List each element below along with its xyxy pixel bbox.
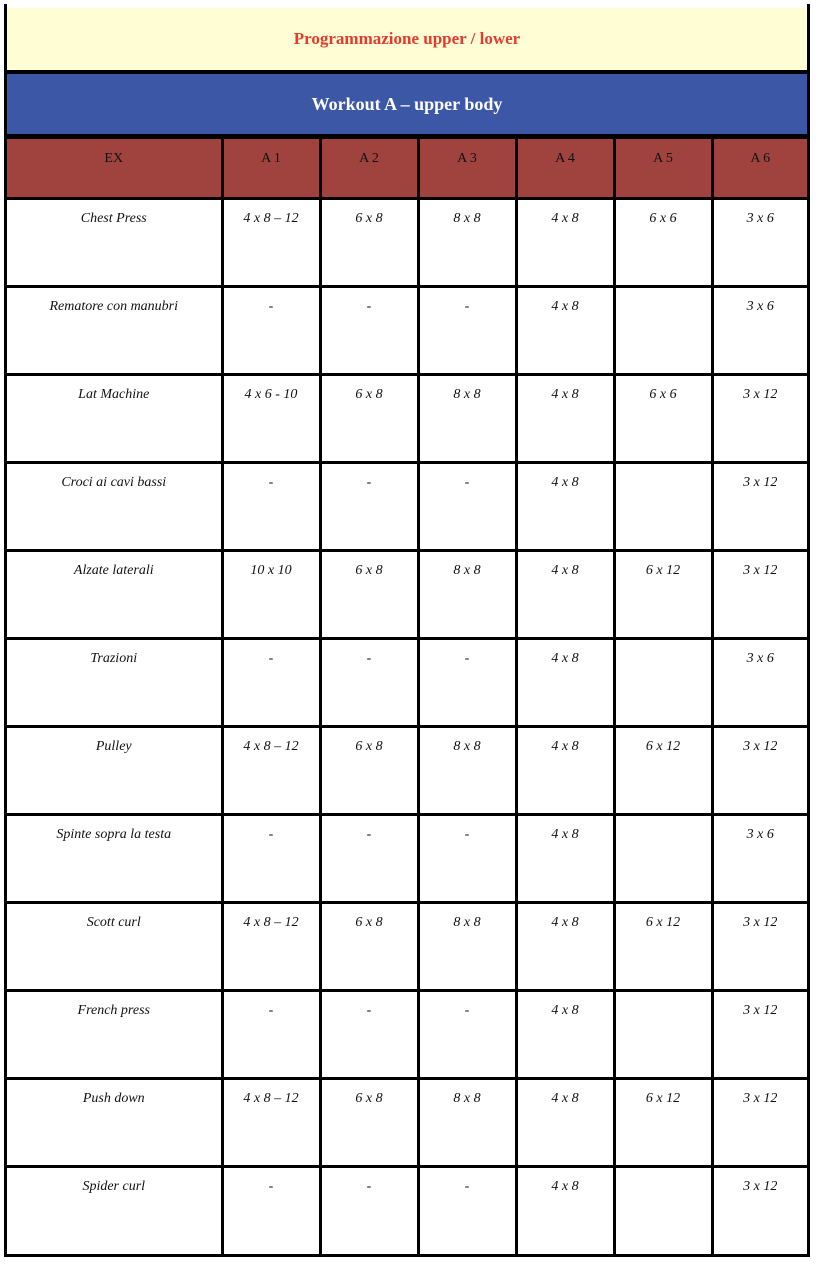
cell-a6: 3 x 6 [712, 814, 807, 902]
cell-a6: 3 x 12 [712, 990, 807, 1078]
cell-a1: - [222, 462, 320, 550]
cell-a4: 4 x 8 [516, 374, 614, 462]
cell-a5: 6 x 12 [614, 1078, 712, 1166]
table-row [7, 374, 807, 462]
cell-a4: 4 x 8 [516, 1166, 614, 1254]
cell-a2: - [320, 462, 418, 550]
cell-a5 [614, 286, 712, 374]
cell-a5 [614, 638, 712, 726]
cell-a2: - [320, 990, 418, 1078]
cell-a3: 8 x 8 [418, 374, 516, 462]
exercise-name: Trazioni [7, 638, 222, 726]
table-row [7, 990, 807, 1078]
cell-a4: 4 x 8 [516, 814, 614, 902]
column-header-a5: A 5 [614, 139, 712, 198]
workout-title: Workout A – upper body [7, 74, 807, 134]
cell-a4: 4 x 8 [516, 902, 614, 990]
cell-a6: 3 x 6 [712, 198, 807, 286]
table-row [7, 902, 807, 990]
exercise-name: Chest Press [7, 198, 222, 286]
cell-a6: 3 x 12 [712, 902, 807, 990]
table-row [7, 638, 807, 726]
cell-a3: 8 x 8 [418, 550, 516, 638]
cell-a3: - [418, 1166, 516, 1254]
cell-a4: 4 x 8 [516, 726, 614, 814]
cell-a4: 4 x 8 [516, 990, 614, 1078]
cell-a2: 6 x 8 [320, 1078, 418, 1166]
cell-a3: - [418, 990, 516, 1078]
cell-a1: - [222, 286, 320, 374]
cell-a6: 3 x 12 [712, 374, 807, 462]
cell-a3: 8 x 8 [418, 198, 516, 286]
cell-a6: 3 x 6 [712, 286, 807, 374]
cell-a6: 3 x 12 [712, 1078, 807, 1166]
column-header-a6: A 6 [712, 139, 807, 198]
cell-a4: 4 x 8 [516, 1078, 614, 1166]
cell-a1: 4 x 8 – 12 [222, 198, 320, 286]
cell-a2: - [320, 1166, 418, 1254]
table-row [7, 198, 807, 286]
cell-a1: 10 x 10 [222, 550, 320, 638]
exercise-name: Lat Machine [7, 374, 222, 462]
cell-a1: 4 x 8 – 12 [222, 1078, 320, 1166]
cell-a1: - [222, 638, 320, 726]
exercise-name: Spinte sopra la testa [7, 814, 222, 902]
table-row [7, 462, 807, 550]
cell-a4: 4 x 8 [516, 638, 614, 726]
cell-a1: - [222, 990, 320, 1078]
column-header-a3: A 3 [418, 139, 516, 198]
column-header-a2: A 2 [320, 139, 418, 198]
column-header-a4: A 4 [516, 139, 614, 198]
table-header-row [7, 139, 807, 198]
cell-a1: - [222, 1166, 320, 1254]
exercise-name: Push down [7, 1078, 222, 1166]
cell-a6: 3 x 12 [712, 550, 807, 638]
cell-a1: 4 x 6 - 10 [222, 374, 320, 462]
column-header-a1: A 1 [222, 139, 320, 198]
exercise-name: Pulley [7, 726, 222, 814]
exercise-name: Alzate laterali [7, 550, 222, 638]
cell-a3: - [418, 286, 516, 374]
exercise-name: French press [7, 990, 222, 1078]
cell-a6: 3 x 12 [712, 462, 807, 550]
cell-a2: - [320, 638, 418, 726]
table-row [7, 1078, 807, 1166]
cell-a2: - [320, 286, 418, 374]
cell-a6: 3 x 12 [712, 726, 807, 814]
exercise-name: Croci ai cavi bassi [7, 462, 222, 550]
table-body [7, 198, 807, 1254]
cell-a2: 6 x 8 [320, 198, 418, 286]
table-row [7, 1166, 807, 1254]
schedule-table [7, 139, 807, 1254]
cell-a5 [614, 1166, 712, 1254]
cell-a3: 8 x 8 [418, 1078, 516, 1166]
cell-a5: 6 x 12 [614, 902, 712, 990]
cell-a5 [614, 462, 712, 550]
program-title: Programmazione upper / lower [7, 8, 807, 70]
cell-a5: 6 x 6 [614, 374, 712, 462]
cell-a3: - [418, 638, 516, 726]
exercise-name: Spider curl [82, 1178, 146, 1194]
cell-a4: 4 x 8 [516, 286, 614, 374]
cell-a3: 8 x 8 [418, 726, 516, 814]
cell-a3: - [418, 814, 516, 902]
exercise-name: Rematore con manubri [7, 286, 222, 374]
cell-a5: 6 x 6 [614, 198, 712, 286]
table-row [7, 550, 807, 638]
table-row [7, 814, 807, 902]
cell-a1: 4 x 8 – 12 [222, 726, 320, 814]
cell-a5 [614, 814, 712, 902]
cell-a5: 6 x 12 [614, 726, 712, 814]
cell-a1: 4 x 8 – 12 [222, 902, 320, 990]
cell-a3: - [418, 462, 516, 550]
cell-a2: - [320, 814, 418, 902]
cell-a2: 6 x 8 [320, 726, 418, 814]
cell-a6: 3 x 12 [712, 1166, 807, 1254]
column-header-ex: EX [7, 139, 222, 198]
cell-a4: 4 x 8 [516, 550, 614, 638]
workout-sheet [4, 4, 810, 1257]
cell-a4: 4 x 8 [516, 198, 614, 286]
exercise-name: Scott curl [7, 902, 222, 990]
cell-a5 [614, 990, 712, 1078]
table-row [7, 286, 807, 374]
cell-a3: 8 x 8 [418, 902, 516, 990]
table-row [7, 726, 807, 814]
cell-a1: - [222, 814, 320, 902]
cell-a2: 6 x 8 [320, 902, 418, 990]
cell-a5: 6 x 12 [614, 550, 712, 638]
cell-a2: 6 x 8 [320, 374, 418, 462]
cell-a6: 3 x 6 [712, 638, 807, 726]
cell-a2: 6 x 8 [320, 550, 418, 638]
cell-a4: 4 x 8 [516, 462, 614, 550]
